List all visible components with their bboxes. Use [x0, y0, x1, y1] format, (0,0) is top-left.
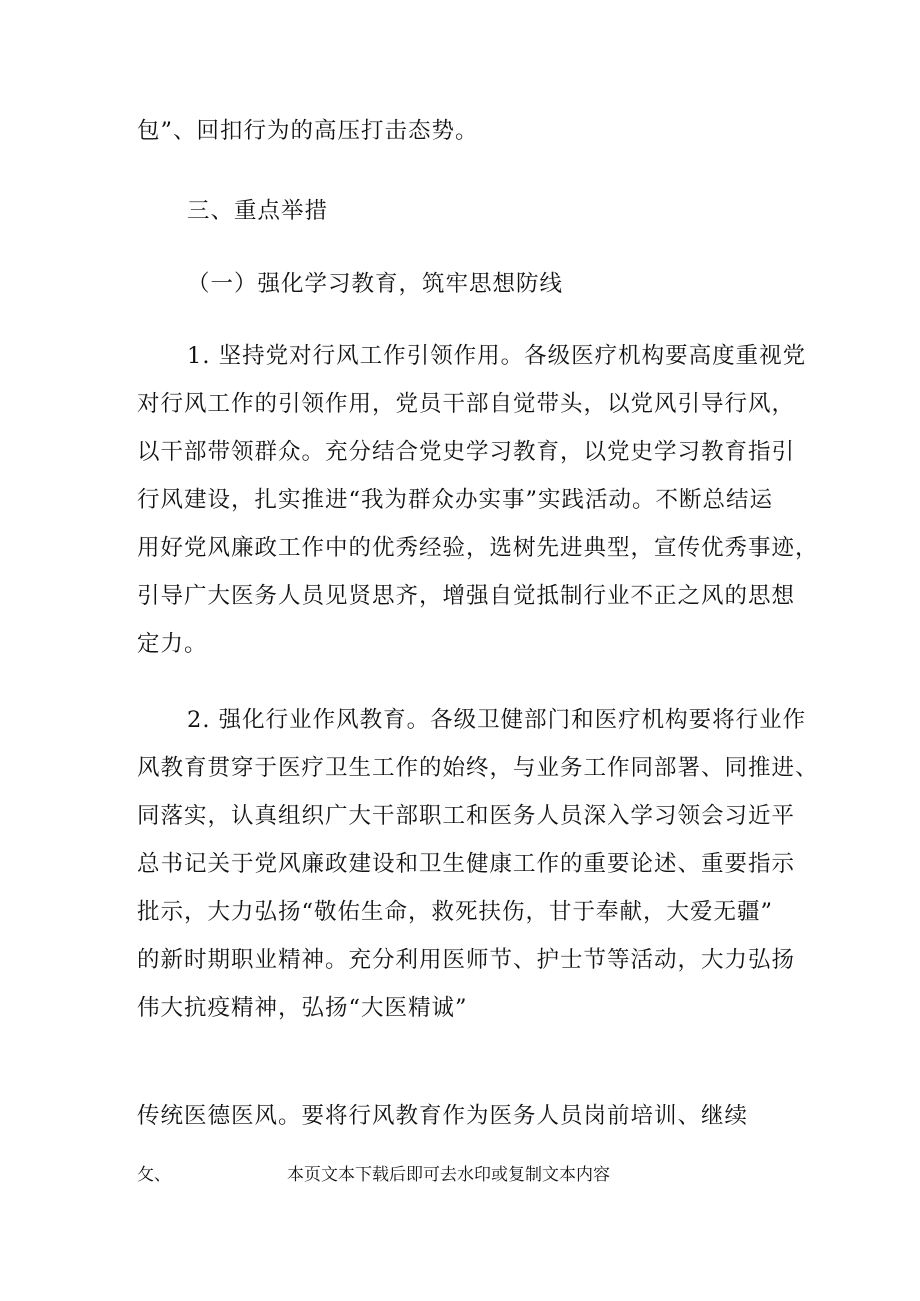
paragraph-line: 1. 坚持党对行风工作引领作用。各级医疗机构要高度重视党 — [187, 343, 807, 369]
paragraph-line: 以干部带领群众。充分结合党史学习教育，以党史学习教育指引 — [137, 439, 796, 465]
paragraph-line: 行风建设，扎实推进“我为群众办实事”实践活动。不断总结运 — [137, 487, 774, 513]
paragraph-line: 用好党风廉政工作中的优秀经验，选树先进典型，宣传优秀事迹， — [137, 535, 819, 561]
paragraph-line: 传统医德医风。要将行风教育作为医务人员岗前培训、继续 — [137, 1103, 749, 1129]
paragraph-line: 同落实，认真组织广大干部职工和医务人员深入学习领会习近平 — [137, 803, 796, 829]
paragraph-line: 对行风工作的引领作用，党员干部自觉带头，以党风引导行风， — [137, 391, 796, 417]
paragraph-line: 总书记关于党风廉政建设和卫生健康工作的重要论述、重要指示 — [137, 851, 796, 877]
paragraph-line: 2. 强化行业作风教育。各级卫健部门和医疗机构要将行业作 — [187, 707, 807, 733]
footer-watermark-note: 本页文本下载后即可去水印或复制文本内容 — [287, 1165, 610, 1185]
paragraph-line: 批示，大力弘扬“敬佑生命，救死扶伤，甘于奉献，大爱无疆” — [137, 899, 774, 925]
paragraph-line: 定力。 — [137, 631, 208, 657]
paragraph-line: 风教育贯穿于医疗卫生工作的始终，与业务工作同部署、同推进、 — [137, 755, 819, 781]
paragraph-line: 引导广大医务人员见贤思齐，增强自觉抵制行业不正之风的思想 — [137, 583, 796, 609]
footer-mark: 攵、 — [137, 1165, 171, 1185]
section-heading: 三、重点举措 — [187, 198, 329, 224]
paragraph-line: 的新时期职业精神。充分利用医师节、护士节等活动，大力弘扬 — [137, 947, 796, 973]
subsection-heading: （一）强化学习教育，筑牢思想防线 — [187, 271, 564, 297]
paragraph-line: 伟大抗疫精神，弘扬“大医精诚” — [137, 995, 468, 1021]
paragraph-line: 包”、回扣行为的高压打击态势。 — [137, 118, 479, 144]
